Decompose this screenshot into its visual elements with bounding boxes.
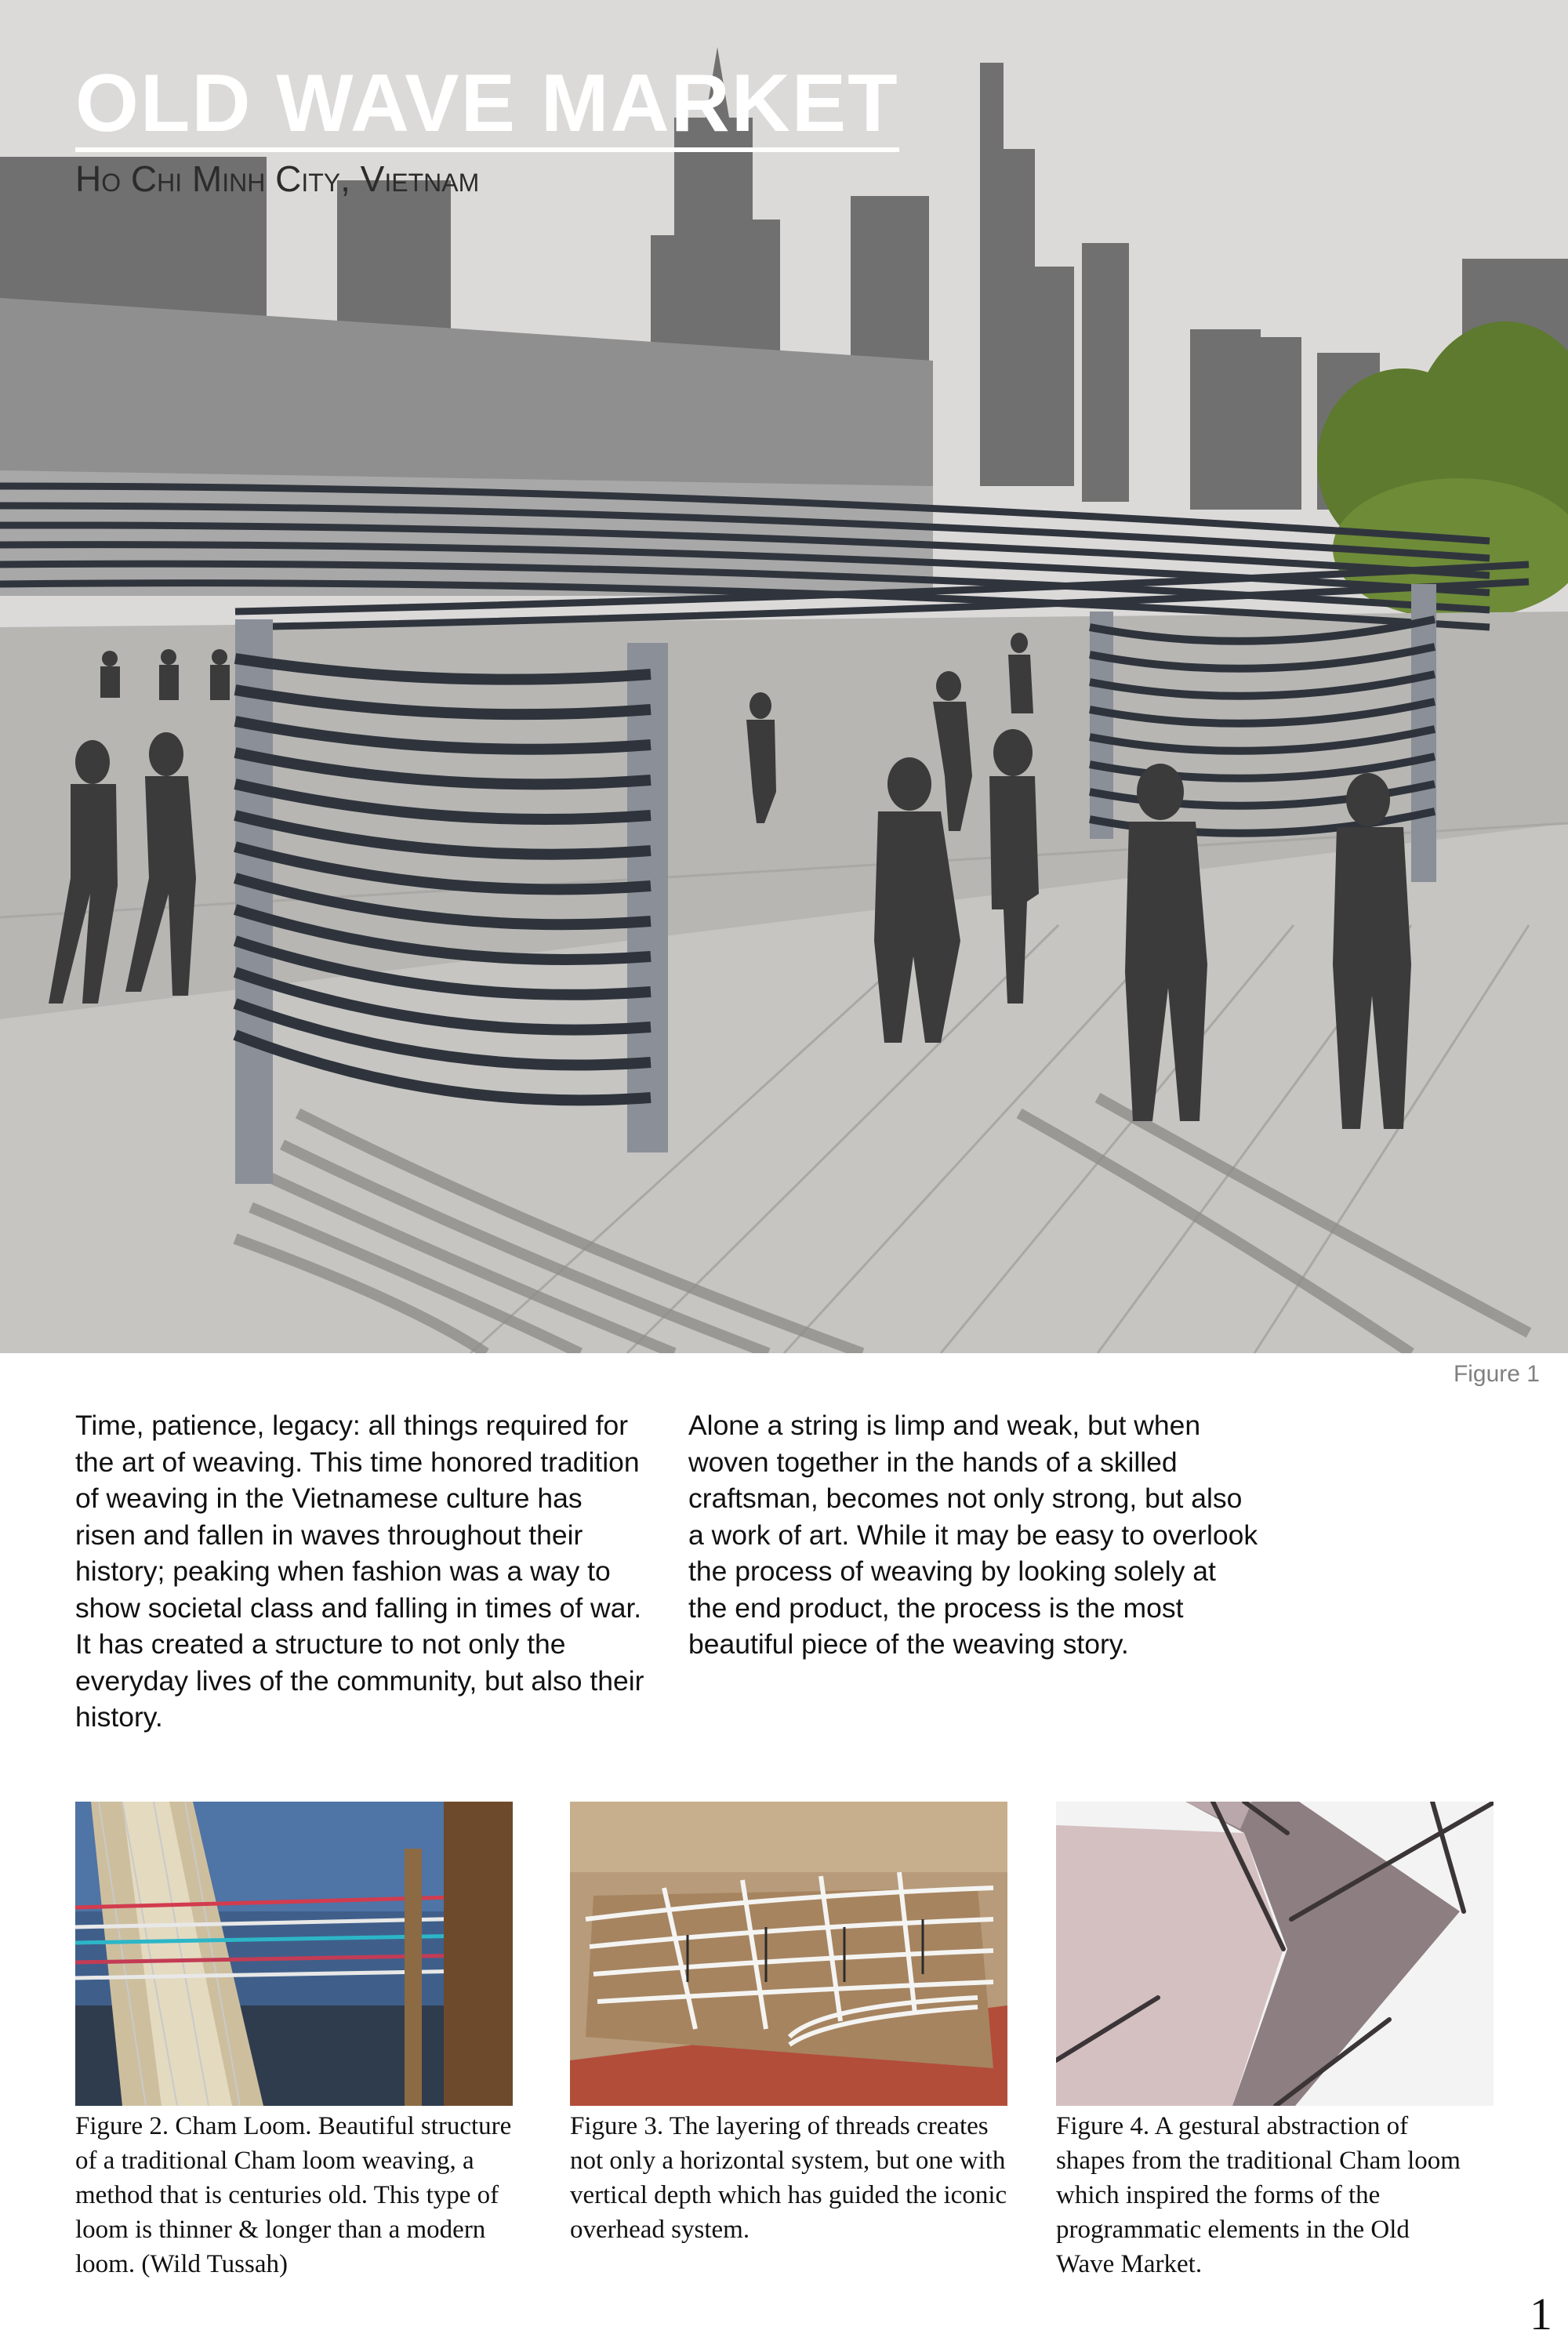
page-number: 1 bbox=[1530, 2288, 1552, 2339]
body-paragraph-2: Alone a string is limp and weak, but when woven together in the hands of a skilled craftsman, becomes not only strong, but also a work of art. While it may be easy to overlook the process of weaving by looking solely at the end product, the process is the most beautiful piece of the weaving story. bbox=[688, 1410, 1258, 1660]
figure-3-caption: Figure 3. The layering of threads creates not only a horizontal system, but one with vertical depth which has guided the iconic overhead system. bbox=[570, 2112, 1007, 2244]
gestural-abstraction-drawing bbox=[1056, 1802, 1494, 2106]
page-subtitle: Ho Chi Minh City, Vietnam bbox=[75, 158, 480, 199]
figure-2-caption: Figure 2. Cham Loom. Beautiful structure of a traditional Cham loom weaving, a method that is centuries old. This type of loom is thinner & longer than a modern loom. (Wild Tussah) bbox=[75, 2112, 512, 2278]
page-title: OLD WAVE MARKET bbox=[75, 63, 899, 152]
figure-4-caption: Figure 4. A gestural abstraction of shapes from the traditional Cham loom which inspired the forms of the programmatic elements in the Old Wave Market. bbox=[1056, 2112, 1461, 2278]
thread-layering-photo bbox=[570, 1802, 1007, 2106]
body-paragraph-1: Time, patience, legacy: all things required for the art of weaving. This time honored tradition of weaving in the Vietnamese culture has risen and fallen in waves throughout their history; peaking when fashion was a way to show societal class and falling in times of war. It has created a structure to not only the everyday lives of the community, but also their history. bbox=[75, 1410, 644, 1733]
figure-1-label: Figure 1 bbox=[1453, 1361, 1540, 1387]
cham-loom-photo bbox=[75, 1802, 513, 2106]
